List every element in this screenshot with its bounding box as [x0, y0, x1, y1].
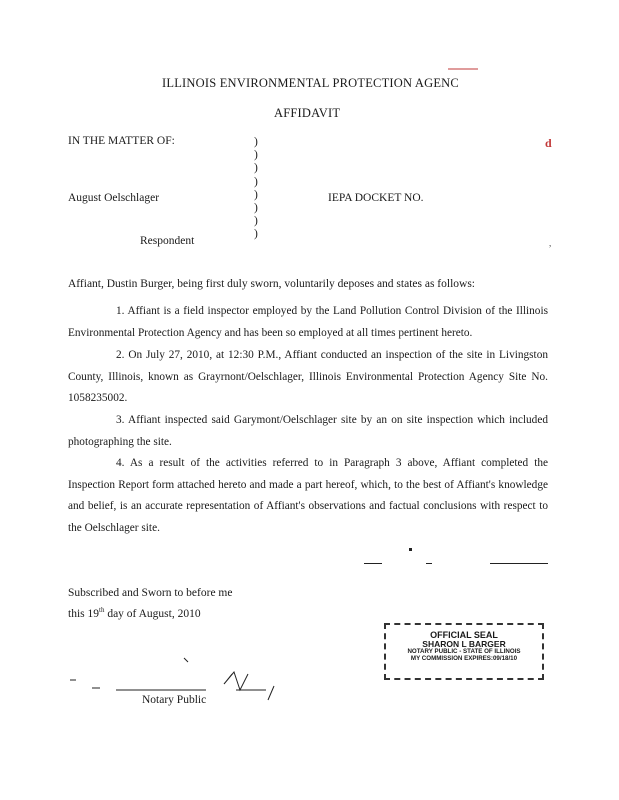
seal-title: OFFICIAL SEAL — [430, 630, 498, 640]
caption-parentheses: ) ) ) ) ) ) ) ) — [254, 136, 258, 241]
official-seal-stamp — [384, 623, 544, 680]
document-title: AFFIDAVIT — [274, 106, 341, 120]
seal-notary-state: NOTARY PUBLIC - STATE OF ILLINOIS — [407, 648, 521, 656]
matter-label: IN THE MATTER OF: — [68, 135, 175, 147]
party-name: August Oelschlager — [68, 192, 160, 204]
date-line: this 19th day of August, 2010 — [68, 606, 201, 620]
scan-mark — [448, 68, 478, 70]
affiant-signature-line — [426, 563, 432, 564]
seal-name: SHARON L BARGER — [422, 639, 506, 650]
docket-label: IEPA DOCKET NO. — [328, 192, 424, 204]
subscribed-text: Subscribed and Sworn to before me — [68, 587, 233, 599]
scan-mark-letter: d — [545, 136, 552, 150]
paragraph-3: 3. Affiant inspected said Garymont/Oelschlager site by an on site inspection which included photographing the site. — [68, 414, 548, 448]
affiant-signature-line — [490, 563, 548, 564]
scan-speck — [409, 548, 412, 551]
respondent-label: Respondent — [140, 235, 195, 247]
scan-speck: , — [549, 238, 552, 248]
affiant-signature-line — [364, 563, 382, 564]
paragraph-4: 4. As a result of the activities referred to in Paragraph 3 above, Affiant completed the Inspection Report form attached hereto and made a part hereof, which, to the best of Affiant's knowledge and belief, is an accurate representation of Affiant's observations and factual conclusions with respect to the Oelschlager site. — [68, 457, 548, 534]
paragraph-1: 1. Affiant is a field inspector employed by the Land Pollution Control Division of the Illinois Environmental Protection Agency and has been so employed at all times pertinent hereto. — [68, 305, 548, 339]
seal-expiration: MY COMMISSION EXPIRES:09/18/10 — [410, 654, 518, 662]
intro-sentence: Affiant, Dustin Burger, being first duly sworn, voluntarily deposes and states as follows: — [68, 278, 475, 290]
notary-public-label: Notary Public — [142, 694, 207, 706]
paragraph-2: 2. On July 27, 2010, at 12:30 P.M., Affiant conducted an inspection of the site in Livingston County, Illinois, known as Grayrnont/Oelschlager, Illinois Environmental Protection Agency Site No. 1058235002. — [68, 349, 548, 404]
agency-title: ILLINOIS ENVIRONMENTAL PROTECTION AGENC — [162, 76, 459, 90]
